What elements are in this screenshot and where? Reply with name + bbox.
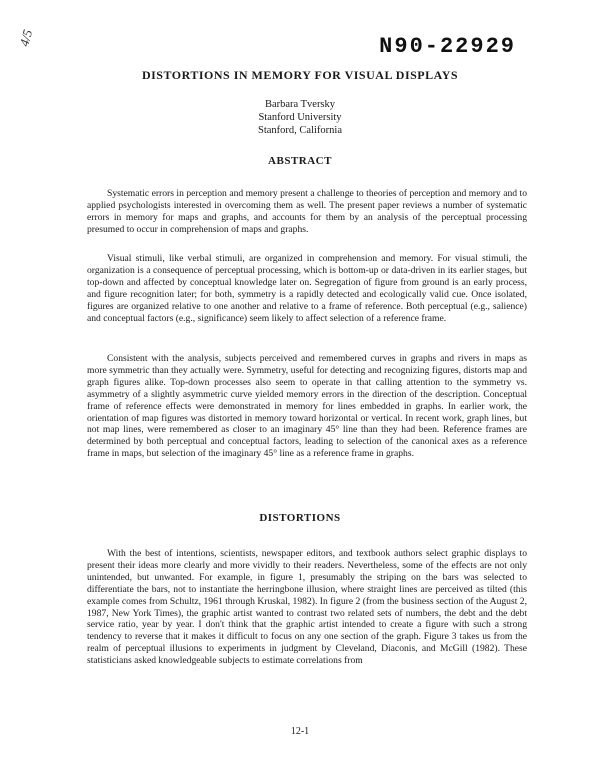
distortions-paragraph-1: With the best of intentions, scientists, newspaper editors, and textbook authors select graphic displays to present their ideas more clearly and more vividly to their readers. Nevertheless, some of the effects are not only unintended, but unwanted. For example, in figure 1, presumably the striping on the bars was selected to differentiate the bars, not to instantiate the herringbone illusion, where straight lines are perceived as tilted (this example comes from Schultz, 1961 through Kruskal, 1982). In figure 2 (from the business section of the August 2, 1987, New York Times), the graphic artist wanted to contrast two related sets of numbers, the debt and the debt service ratio, year by year. I don't think that the graphic artist intended to create a figure with such a strong tendency to reverse that it makes it difficult to focus on any one section of the graph. Figure 3 takes us from the realm of perceptual illusions to experiments in judgment by Cleveland, Diaconis, and McGill (1982). These statisticians asked knowledgeable subjects to estimate correlations from: [87, 548, 527, 667]
document-number: N90-22929: [379, 34, 516, 59]
author-affiliation: Stanford University: [258, 112, 342, 123]
abstract-paragraph-1: Systematic errors in perception and memory present a challenge to theories of perception and memory and to applied psychologists interested in overcoming them as well. The present paper reviews a number of systematic errors in memory for maps and graphs, and accounts for them by an analysis of the perceptual processing presumed to occur in comprehension of maps and graphs.: [87, 188, 527, 235]
author-name: Barbara Tversky: [264, 99, 336, 110]
page-number: 12-1: [290, 726, 310, 737]
paper-title: DISTORTIONS IN MEMORY FOR VISUAL DISPLAYS: [141, 68, 459, 82]
handwritten-margin-mark: 4/5: [16, 27, 36, 48]
author-block: [0, 98, 600, 137]
distortions-heading: DISTORTIONS: [259, 512, 341, 524]
abstract-heading: ABSTRACT: [268, 155, 332, 167]
author-location: Stanford, California: [258, 125, 342, 136]
abstract-paragraph-3: Consistent with the analysis, subjects perceived and remembered curves in graphs and rivers in maps as more symmetric than they actually were. Symmetry, useful for detecting and recognizing figures, distorts map and graph figures alike. Top-down processes also seem to operate in that calling attention to the symmetry vs. asymmetry of a slightly asymmetric curve yielded memory errors in the direction of the description. Conceptual frame of reference effects were demonstrated in memory for lines embedded in graphs. In earlier work, the orientation of map figures was distorted in memory toward horizontal or vertical. In recent work, graph lines, but not map lines, were remembered as closer to an imaginary 45° line than they had been. Reference frames are determined by both perceptual and conceptual factors, leading to selection of the canonical axes as a reference frame in maps, but selection of the imaginary 45° line as a reference frame in graphs.: [87, 353, 527, 460]
abstract-paragraph-2: Visual stimuli, like verbal stimuli, are organized in comprehension and memory. For visual stimuli, the organization is a consequence of perceptual processing, which is bottom-up or data-driven in its earlier stages, but top-down and affected by conceptual knowledge later on. Segregation of figure from ground is an early process, and figure recognition later; for both, symmetry is a rapidly detected and ecologically valid cue. Once isolated, figures are organized relative to one another and relative to a frame of reference. Both perceptual (e.g., salience) and conceptual factors (e.g., significance) seem likely to affect selection of a reference frame.: [87, 253, 527, 324]
